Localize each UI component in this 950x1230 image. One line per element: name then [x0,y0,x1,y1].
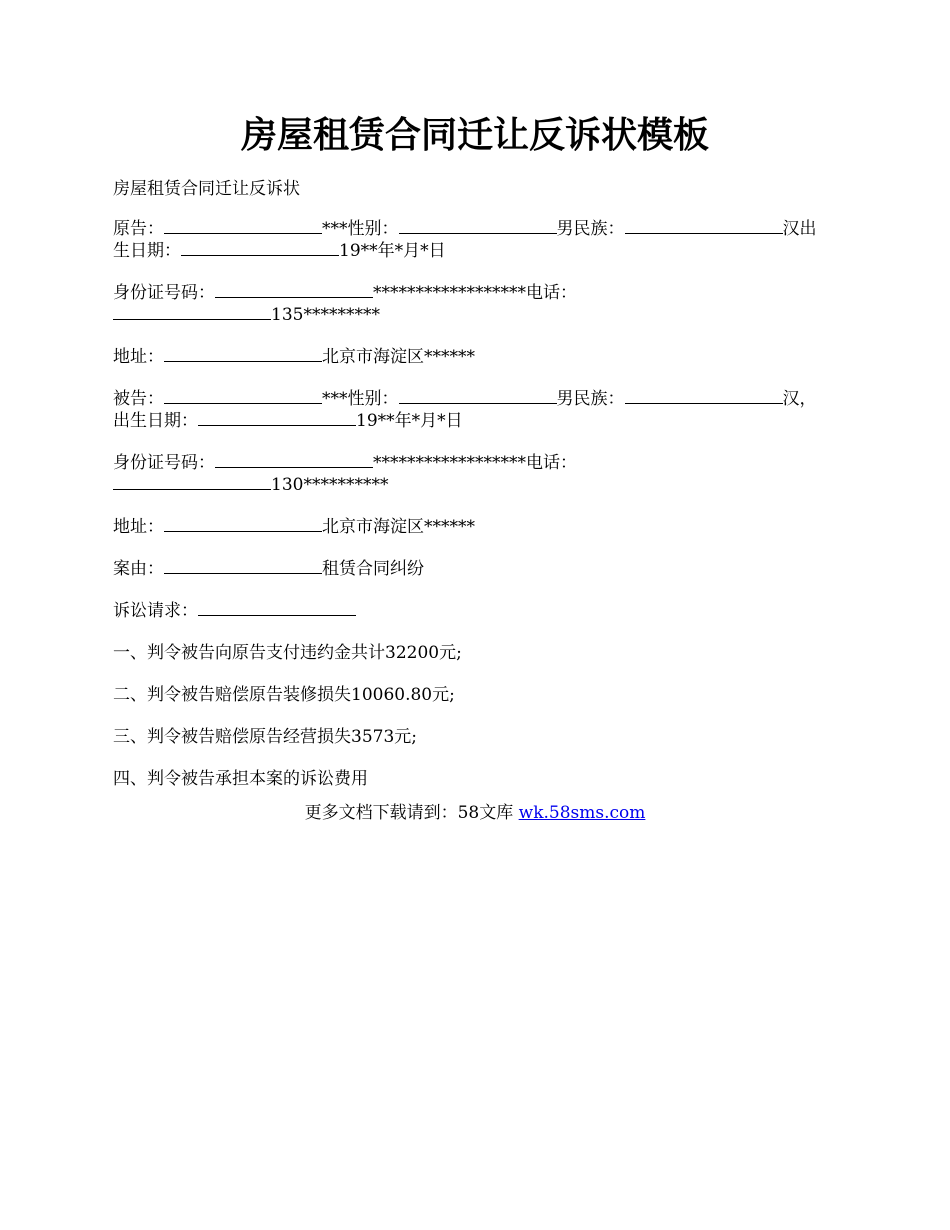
plaintiff-id-value: ****************** [373,283,526,303]
page-title: 房屋租赁合同迁让反诉状模板 [240,115,709,156]
defendant-name-value: *** [322,389,348,409]
defendant-phone-value: 130********** [271,475,389,495]
claim-item: 三、判令被告赔偿原告经营损失3573元; [113,727,417,747]
plaintiff-birth-blank [181,240,339,256]
defendant-id-blank [215,452,373,468]
plaintiff-phone-blank [113,304,271,320]
defendant-id-info [113,452,838,496]
subtitle: 房屋租赁合同迁让反诉状 [113,179,300,199]
plaintiff-ethnicity-label: 民族： [573,219,625,239]
defendant-id-value: ****************** [373,453,526,473]
footer-text: 更多文档下载请到：58文库 [304,803,519,823]
defendant-name-blank [164,388,322,404]
plaintiff-id-label: 身份证号码： [113,283,215,303]
plaintiff-address-blank [164,346,322,362]
plaintiff-phone-label: 电话： [526,283,577,303]
defendant-name-label: 被告： [113,389,164,409]
plaintiff-gender-blank [399,218,557,234]
plaintiff-ethnicity-value: 汉 [782,219,800,239]
case-blank [164,558,322,574]
claims-blank [198,600,356,616]
defendant-phone-label: 电话： [526,453,577,473]
defendant-address-blank [164,516,322,532]
defendant-birth-value: 19**年*月*日 [356,411,463,431]
footer-link[interactable]: wk.58sms.com [518,803,646,823]
case-value: 租赁合同纠纷 [322,559,424,579]
plaintiff-name-value: *** [322,219,348,239]
plaintiff-gender-value: 男 [556,219,574,239]
defendant-gender-value: 男 [556,389,574,409]
defendant-birth-blank [198,410,356,426]
footer [0,802,950,824]
claim-item: 四、判令被告承担本案的诉讼费用 [113,769,368,789]
defendant-id-label: 身份证号码： [113,453,215,473]
claim-item: 二、判令被告赔偿原告装修损失10060.80元; [113,685,455,705]
defendant-ethnicity-value: 汉， [782,389,817,409]
plaintiff-birth-label: 生日期： [113,241,181,261]
plaintiff-address-label: 地址： [113,347,164,367]
defendant-birth-label: 出生日期： [113,411,198,431]
plaintiff-basic-info: 原告： ***性别： 男民族： 汉出 生日期： 19**年*月*日 [113,219,817,261]
defendant-gender-blank [399,388,557,404]
plaintiff-ethnicity-blank [625,218,783,234]
plaintiff-phone-value: 135********* [271,305,380,325]
case-cause [113,558,838,580]
defendant-basic-info [113,388,838,432]
case-label: 案由： [113,559,164,579]
defendant-address-value: 北京市海淀区****** [322,517,475,537]
plaintiff-birth-value: 19**年*月*日 [339,241,446,261]
defendant-phone-blank [113,474,271,490]
plaintiff-id-info [113,282,838,326]
claims-heading [113,600,838,622]
plaintiff-name-blank [164,218,322,234]
defendant-ethnicity-label: 民族： [573,389,625,409]
plaintiff-address-value: 北京市海淀区****** [322,347,475,367]
plaintiff-gender-label: 性别： [347,219,399,239]
plaintiff-id-blank [215,282,373,298]
plaintiff-name-label: 原告： [113,219,164,239]
plaintiff-address [113,346,838,368]
claims-label: 诉讼请求： [113,601,198,621]
defendant-address-label: 地址： [113,517,164,537]
defendant-address [113,516,838,538]
defendant-gender-label: 性别： [347,389,399,409]
document-body [113,178,838,810]
claim-item: 一、判令被告向原告支付违约金共计32200元; [113,643,462,663]
defendant-ethnicity-blank [625,388,783,404]
